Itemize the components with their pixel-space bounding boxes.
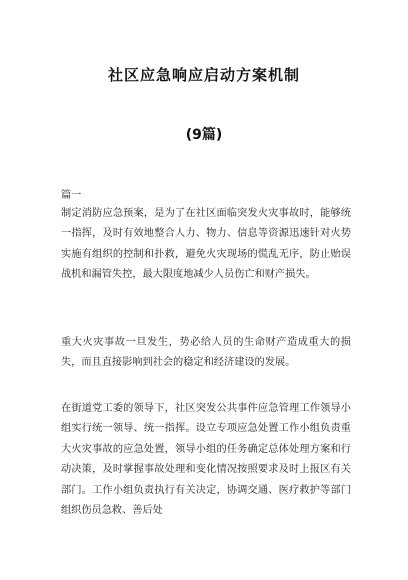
document-title: 社区应急响应启动方案机制 — [107, 66, 300, 84]
paragraph-1: 制定消防应急预案，是为了在社区面临突发火灾事故时，能够统一指挥，及时有效地整合人力、物力、信息等资源迅速针对火势实施有组织的控制和扑救，避免火灾现场的慌乱无序，防止贻误战机和漏管失控，最大限度地减少人员伤亡和财产损失。 — [61, 208, 351, 281]
paragraph-3: 在街道党工委的领导下，社区突发公共事件应急管理工作领导小组实行统一领导、统一指挥。设立专项应急处置工作小组负责重大火灾事故的应急处置，领导小组的任务确定总体处理方案和行动决策，及时掌握事故处理和变化情况按照要求及时上报区有关部门。工作小组负责执行有关决定，协调交通、医疗救护等部门组织伤员急救、善后处 — [61, 403, 351, 517]
paragraph-2: 重大火灾事故一旦发生，势必给人员的生命财产造成重大的损失，而且直接影响到社会的稳定和经济建设的发展。 — [61, 337, 351, 369]
document-subtitle: (9篇) — [185, 127, 223, 143]
section-label: 篇一 — [61, 190, 82, 201]
